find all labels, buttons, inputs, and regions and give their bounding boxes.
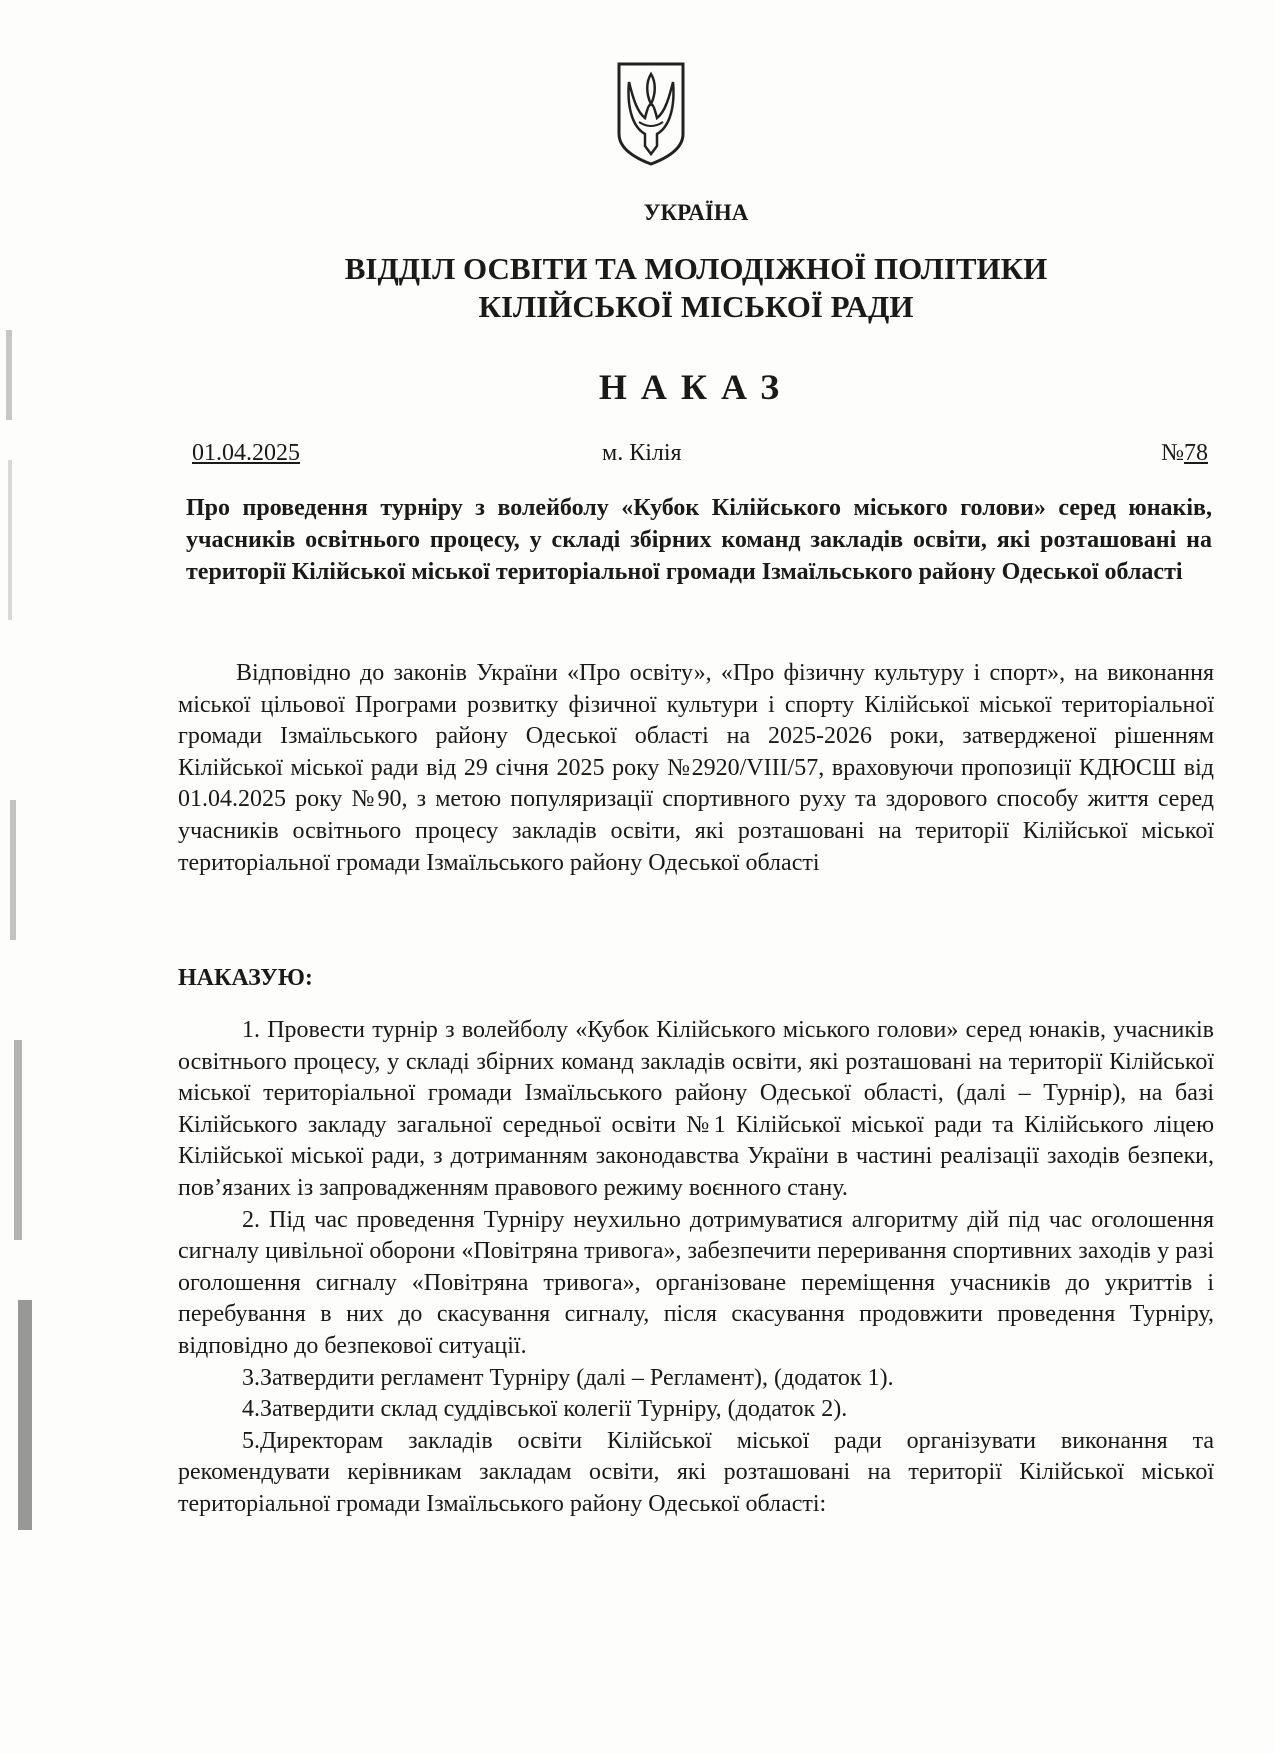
decree-item: 5.Директорам закладів освіти Кілійської міської ради організувати виконання та рекомендувати керівникам закладам освіти, які розташовані на території Кілійської міської територіальної громади Ізмаїльського району Одеської області: — [178, 1427, 1214, 1517]
order-number — [1161, 440, 1208, 467]
decree-item: 2. Під час проведення Турніру неухильно дотримуватися алгоритму дій під час оголошення сигналу цивільної оборони «Повітряна тривога», забезпечити переривання спортивних заходів у разі оголошення сигналу «Повітряна тривога», організоване переміщення учасників до укриттів і перебування в них до скасування сигналу, після скасування продовжити проведення Турніру, відповідно до безпекової ситуації. — [178, 1206, 1214, 1359]
order-number-prefix: № — [1161, 440, 1184, 466]
document-type-title: НАКАЗ — [598, 367, 794, 407]
order-subject: Про проведення турніру з волейболу «Кубок Кілійського міського голови» серед юнаків, учасників освітнього процесу, у складі збірних команд закладів освіти, які розташовані на території Кілійської міської територіальної громади Ізмаїльського району Одеської області — [186, 495, 1212, 585]
decree-label: НАКАЗУЮ: — [178, 965, 313, 991]
scan-shadow-edge — [0, 320, 34, 1620]
order-meta-row — [192, 440, 1208, 470]
trident-emblem-icon — [615, 60, 687, 168]
decree-item: 1. Провести турнір з волейболу «Кубок Кілійського міського голови» серед юнаків, учасників освітнього процесу, у складі збірних команд закладів освіти, які розташовані на території Кілійської міської територіальної громади Ізмаїльського району Одеської області, (далі – Турнір), на базі Кілійського закладу загальної середньої освіти №1 Кілійської міської ради та Кілійського ліцею Кілійської міської ради, з дотриманням законодавства України в частині реалізації заходів безпеки, пов’язаних із запровадженням правового режиму воєнного стану. — [178, 1017, 1214, 1201]
organization-line-1: ВІДДІЛ ОСВІТИ ТА МОЛОДІЖНОЇ ПОЛІТИКИ — [344, 251, 1048, 286]
organization-heading — [178, 250, 1214, 326]
country-heading: УКРАЇНА — [643, 200, 749, 225]
order-number-value: 78 — [1184, 440, 1208, 466]
order-preamble: Відповідно до законів України «Про освіту», «Про фізичну культуру і спорт», на виконання міської цільової Програми розвитку фізичної культури і спорту Кілійської міської територіальної громади Ізмаїльського району Одеської області на 2025-2026 роки, затвердженої рішенням Кілійської міської ради від 29 січня 2025 року №2920/VIII/57, враховуючи пропозиції КДЮСШ від 01.04.2025 року №90, з метою популяризації спортивного руху та здорового способу життя серед учасників освітнього процесу закладів освіти, які розташовані на території Кілійської міської територіальної громади Ізмаїльського району Одеської області — [178, 660, 1214, 876]
decree-items-list — [178, 1015, 1214, 1521]
decree-item: 4.Затвердити склад суддівської колегії Турніру, (додаток 2). — [242, 1396, 848, 1423]
decree-item: 3.Затвердити регламент Турніру (далі – Регламент), (додаток 1). — [242, 1364, 894, 1391]
order-date: 01.04.2025 — [192, 440, 300, 466]
order-city: м. Кілія — [602, 440, 682, 466]
organization-line-2: КІЛІЙСЬКОЇ МІСЬКОЇ РАДИ — [478, 289, 914, 324]
